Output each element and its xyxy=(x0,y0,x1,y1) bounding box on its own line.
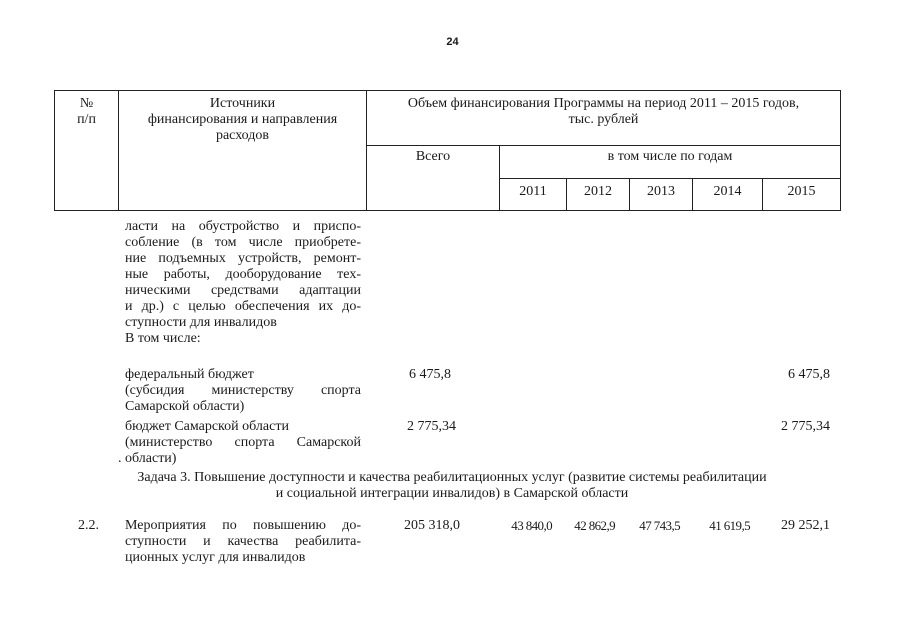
item-number: 2.2. xyxy=(78,518,99,533)
header-funding-volume: Объем финансирования Программы на период 2011 – 2015 годов, тыс. рублей xyxy=(407,96,800,127)
header-year-2011: 2011 xyxy=(519,184,547,199)
item-value-2011: 43 840,0 xyxy=(511,518,552,533)
item-value-2015: 29 252,1 xyxy=(781,518,830,533)
row-federal-budget: федеральный бюджет (субсидия министерству спорта Самарской области) xyxy=(125,367,361,414)
header-by-years: в том числе по годам xyxy=(607,149,733,164)
header-year-2012: 2012 xyxy=(584,184,612,199)
federal-budget-2015: 6 475,8 xyxy=(788,367,830,382)
header-total: Всего xyxy=(415,149,451,164)
header-number: № п/п xyxy=(77,96,96,127)
item-description: Мероприятия по повышению до- ступности и качества реабилита- ционных услуг для инвалидов xyxy=(125,518,361,565)
regional-budget-total: 2 775,34 xyxy=(407,419,456,434)
task-3-heading: Задача 3. Повышение доступности и качества реабилитационных услуг (развитие системы реабилитации и социальной интеграции инвалидов) в Самарской области xyxy=(137,470,767,501)
federal-budget-total: 6 475,8 xyxy=(409,367,451,382)
item-total: 205 318,0 xyxy=(404,518,460,533)
item-value-2014: 41 619,5 xyxy=(709,518,750,533)
including-label: В том числе: xyxy=(125,331,201,346)
item-value-2012: 42 862,9 xyxy=(574,518,615,533)
regional-budget-2015: 2 775,34 xyxy=(781,419,830,434)
header-year-2013: 2013 xyxy=(647,184,675,199)
row-regional-budget: бюджет Самарской области (министерство спорта Самарской . области) xyxy=(118,419,361,466)
page-number: 24 xyxy=(446,36,459,48)
item-value-2013: 47 743,5 xyxy=(639,518,680,533)
header-sources: Источники финансирования и направления расходов xyxy=(147,96,338,143)
continuation-text: ласти на обустройство и приспо- собление (в том числе приобрете- ние подъемных устройств, ремонт- ные работы, дооборудование тех- ническими средствами адаптации и др.) с целью обеспечения их до- ступности для инвалидов В том числе: xyxy=(125,219,361,346)
header-year-2014: 2014 xyxy=(713,184,742,199)
header-year-2015: 2015 xyxy=(787,184,816,199)
